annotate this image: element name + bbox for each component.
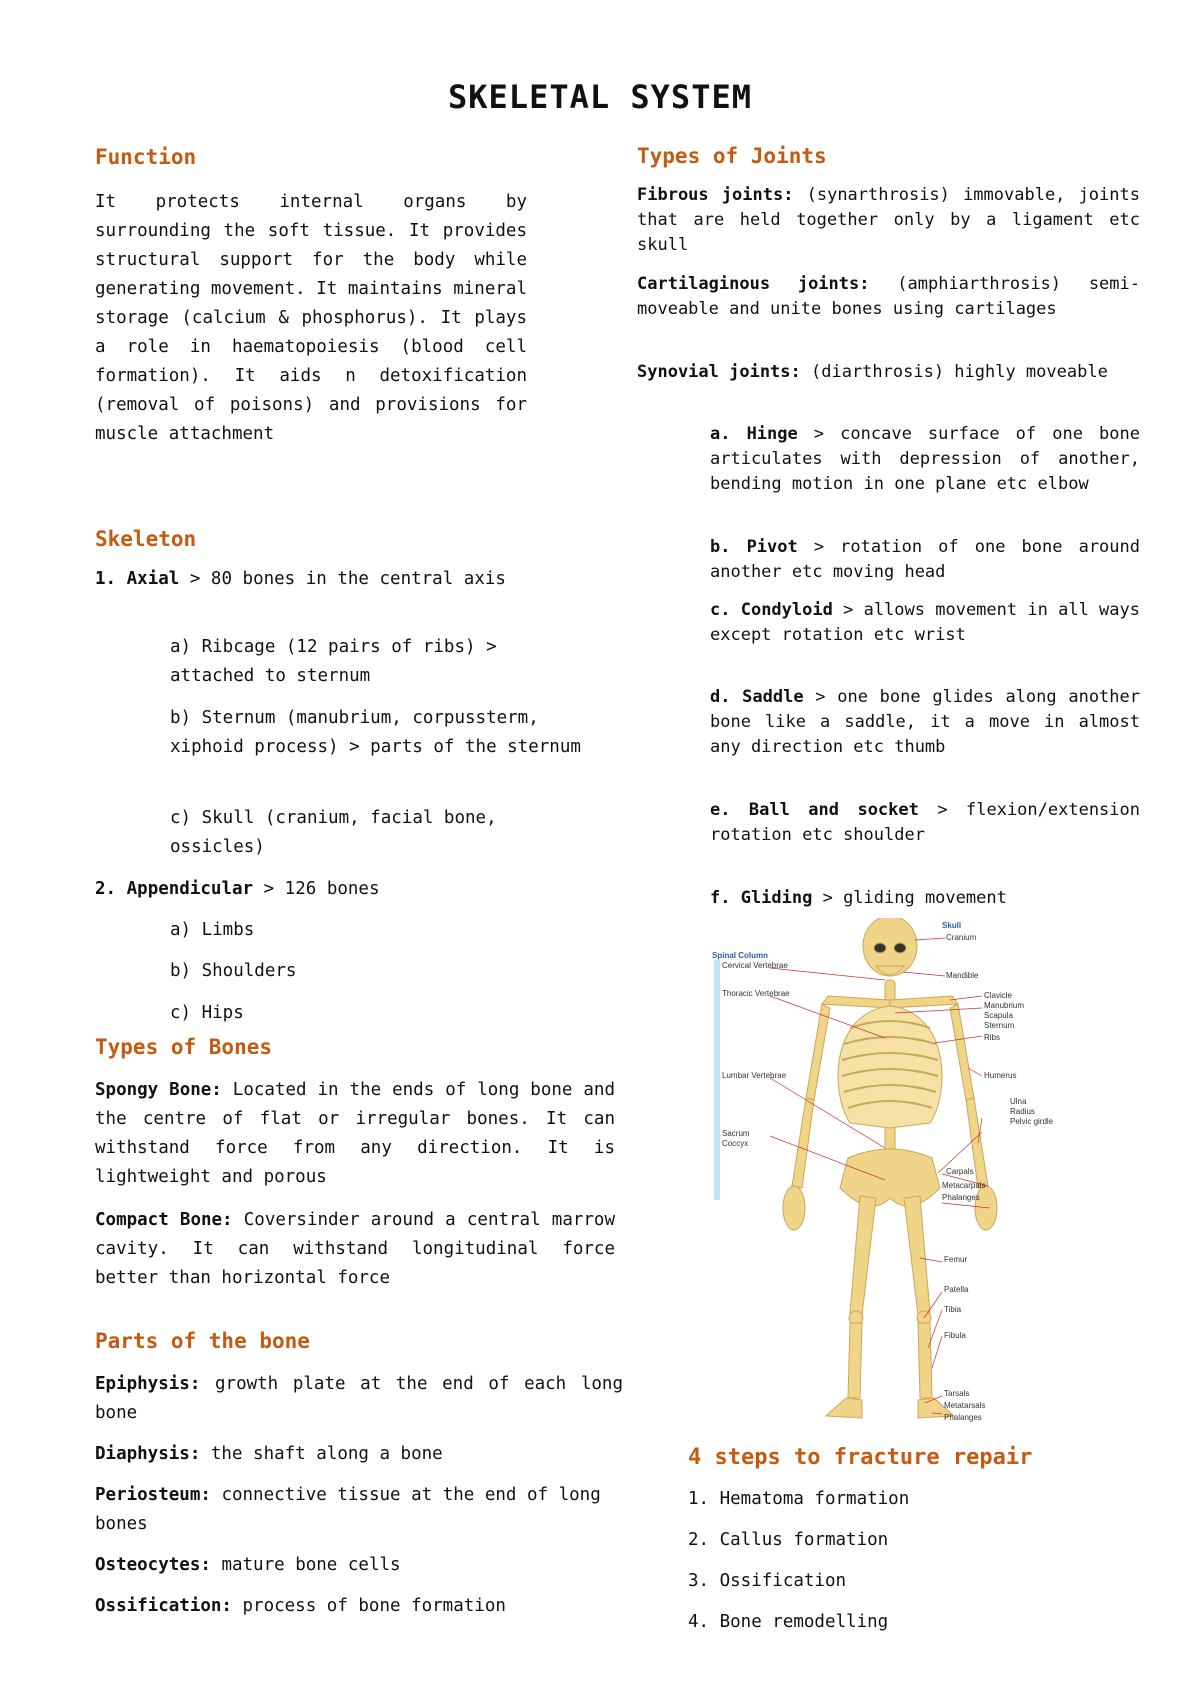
diagram-label: Manubrium: [984, 1001, 1025, 1010]
cartilaginous-label: Cartilaginous joints:: [637, 274, 870, 294]
diagram-label: Carpals: [946, 1167, 974, 1176]
part-text: connective tissue at the end of long bones: [95, 1485, 601, 1534]
spongy-label: Spongy Bone:: [95, 1080, 222, 1100]
part-label: Periosteum:: [95, 1485, 211, 1505]
function-heading: Function: [95, 145, 197, 169]
synovial-type: [710, 535, 1140, 585]
part-label: Ossification:: [95, 1596, 232, 1616]
appendicular-item: [95, 875, 380, 904]
axial-subitem: c) Skull (cranium, facial bone, ossicles): [170, 808, 497, 857]
synovial-label: Synovial joints:: [637, 362, 801, 382]
cartilaginous-joints: [637, 272, 1140, 322]
humerus-shape: [806, 1004, 830, 1100]
diagram-label: Fibula: [944, 1331, 966, 1340]
humerus-shape: [950, 1004, 974, 1100]
axial-num: 1.: [95, 569, 117, 589]
fibrous-joints: [637, 183, 1140, 258]
appendicular-subitem: c) Hips: [170, 1003, 244, 1023]
appendicular-subitem: a) Limbs: [170, 920, 255, 940]
part-item: [95, 1440, 623, 1469]
diagram-label: Ulna: [1010, 1097, 1027, 1106]
fracture-step: 3. Ossification: [688, 1571, 847, 1591]
synovial-type-text: > rotation of one bone around another etc moving head: [710, 537, 1140, 582]
compact-bone: [95, 1206, 615, 1293]
tibia-shape: [918, 1323, 932, 1398]
part-item: [95, 1592, 623, 1621]
ribcage-shape: [838, 1006, 942, 1128]
diagram-label: Cranium: [946, 933, 977, 942]
appendicular-num: 2.: [95, 879, 117, 899]
diagram-label: Patella: [944, 1285, 969, 1294]
synovial-type-text: > flexion/extension rotation etc shoulder: [710, 800, 1140, 845]
part-label: Epiphysis:: [95, 1374, 201, 1394]
part-text: the shaft along a bone: [200, 1444, 443, 1464]
parts-of-bone-heading: Parts of the bone: [95, 1329, 310, 1353]
appendicular-subitem: b) Shoulders: [170, 961, 297, 981]
diagram-label: Coccyx: [722, 1139, 749, 1148]
types-of-joints-heading: Types of Joints: [637, 144, 827, 168]
fracture-repair-heading: 4 steps to fracture repair: [688, 1445, 1033, 1470]
eye-socket: [894, 943, 906, 953]
diagram-label: Mandible: [946, 971, 979, 980]
synovial-joints: [637, 360, 1140, 385]
synovial-type-label: c. Condyloid: [710, 600, 833, 620]
synovial-type: [710, 685, 1140, 760]
synovial-type: [710, 886, 1140, 911]
forearm-shape: [792, 1098, 814, 1188]
diagram-label: Sternum: [984, 1021, 1015, 1030]
hand-shape: [783, 1186, 805, 1230]
diagram-label: Metatarsals: [944, 1401, 986, 1410]
fracture-step: 2. Callus formation: [688, 1530, 889, 1550]
axial-text: > 80 bones in the central axis: [179, 569, 506, 589]
synovial-type: [710, 422, 1140, 497]
clavicle-shape: [890, 996, 958, 1008]
diagram-label: Tibia: [944, 1305, 962, 1314]
fracture-step: 4. Bone remodelling: [688, 1612, 889, 1632]
axial-subitem: b) Sternum (manubrium, corpussterm, xiphoid process) > parts of the sternum: [170, 708, 581, 757]
appendicular-label: Appendicular: [126, 879, 254, 899]
diagram-label: Spinal Column: [712, 951, 768, 960]
part-text: process of bone formation: [231, 1596, 506, 1616]
page-title: SKELETAL SYSTEM: [448, 78, 752, 116]
types-of-bones-heading: Types of Bones: [95, 1035, 273, 1059]
spinal-column-bracket: [714, 960, 720, 1200]
function-body: It protects internal organs by surrounding the soft tissue. It provides structural support for the body while generating movement. It maintains mineral storage (calcium & phosphorus). It plays a role in haematopoiesis (blood cell formation). It aids n detoxification (removal of poisons) and provisions for muscle attachment: [95, 192, 527, 444]
part-label: Diaphysis:: [95, 1444, 201, 1464]
synovial-type-text: > gliding movement: [812, 888, 1007, 908]
diagram-label: Cervical Vertebrae: [722, 961, 788, 970]
synovial-text: (diarthrosis) highly moveable: [800, 362, 1108, 382]
synovial-type-text: > allows movement in all ways except rotation etc wrist: [710, 600, 1140, 645]
diagram-label: Ribs: [984, 1033, 1001, 1042]
foot-shape: [826, 1398, 862, 1418]
diagram-label: Thoracic Vertebrae: [722, 989, 790, 998]
clavicle-shape: [822, 996, 890, 1008]
synovial-type-label: a. Hinge: [710, 424, 798, 444]
synovial-type-label: d. Saddle: [710, 687, 804, 707]
diagram-label: Phalanges: [942, 1193, 980, 1202]
fibrous-label: Fibrous joints:: [637, 185, 794, 205]
axial-item: [95, 565, 595, 594]
fracture-step: 1. Hematoma formation: [688, 1489, 910, 1509]
axial-subitem: a) Ribcage (12 pairs of ribs) > attached to sternum: [170, 637, 497, 686]
tibia-shape: [848, 1323, 862, 1398]
diagram-label: Humerus: [984, 1071, 1017, 1080]
diagram-label: Lumbar Vertebrae: [722, 1071, 787, 1080]
part-text: mature bone cells: [210, 1555, 401, 1575]
diagram-label: Phalanges: [944, 1413, 982, 1422]
diagram-label: Tarsals: [944, 1389, 970, 1398]
diagram-label: Sacrum: [722, 1129, 750, 1138]
appendicular-text: > 126 bones: [253, 879, 380, 899]
fibrous-text: (synarthrosis) immovable, joints that are held together only by a ligament etc skull: [637, 185, 1140, 255]
compact-label: Compact Bone:: [95, 1210, 233, 1230]
synovial-type-text: > concave surface of one bone articulates with depression of another, bending motion in one plane etc elbow: [710, 424, 1140, 494]
diagram-label: Radius: [1010, 1107, 1035, 1116]
diagram-label: Clavicle: [984, 991, 1013, 1000]
skeleton-heading: Skeleton: [95, 527, 197, 551]
pelvis-shape: [840, 1149, 940, 1206]
eye-socket: [874, 943, 886, 953]
femur-shape: [850, 1196, 876, 1315]
axial-label: Axial: [126, 569, 180, 589]
compact-text: Coversinder around a central marrow cavity. It can withstand longitudinal force better than horizontal force: [95, 1210, 615, 1288]
synovial-type-text: > one bone glides along another bone like a saddle, it a move in almost any direction etc thumb: [710, 687, 1140, 757]
diagram-label: Skull: [942, 921, 962, 930]
synovial-type-label: e. Ball and socket: [710, 800, 919, 820]
part-label: Osteocytes:: [95, 1555, 211, 1575]
synovial-type-label: f. Gliding: [710, 888, 813, 908]
diagram-label: Scapula: [984, 1011, 1013, 1020]
part-text: growth plate at the end of each long bone: [95, 1374, 623, 1423]
spongy-text: Located in the ends of long bone and the centre of flat or irregular bones. It can withstand force from any direction. It is lightweight and porous: [95, 1080, 616, 1187]
diagram-label: Pelvic girdle: [1010, 1117, 1054, 1126]
spongy-bone: [95, 1076, 615, 1192]
cartilaginous-text: (amphiarthrosis) semi-moveable and unite bones using cartilages: [637, 274, 1140, 319]
diagram-label: Metacarpals: [942, 1181, 986, 1190]
part-item: [95, 1370, 623, 1428]
synovial-type: [710, 598, 1140, 648]
part-item: [95, 1551, 623, 1580]
femur-shape: [904, 1196, 930, 1315]
diagram-label: Femur: [944, 1255, 968, 1264]
part-item: [95, 1481, 623, 1539]
synovial-type-label: b. Pivot: [710, 537, 798, 557]
skeleton-diagram: [710, 918, 1090, 1428]
synovial-type: [710, 798, 1140, 848]
